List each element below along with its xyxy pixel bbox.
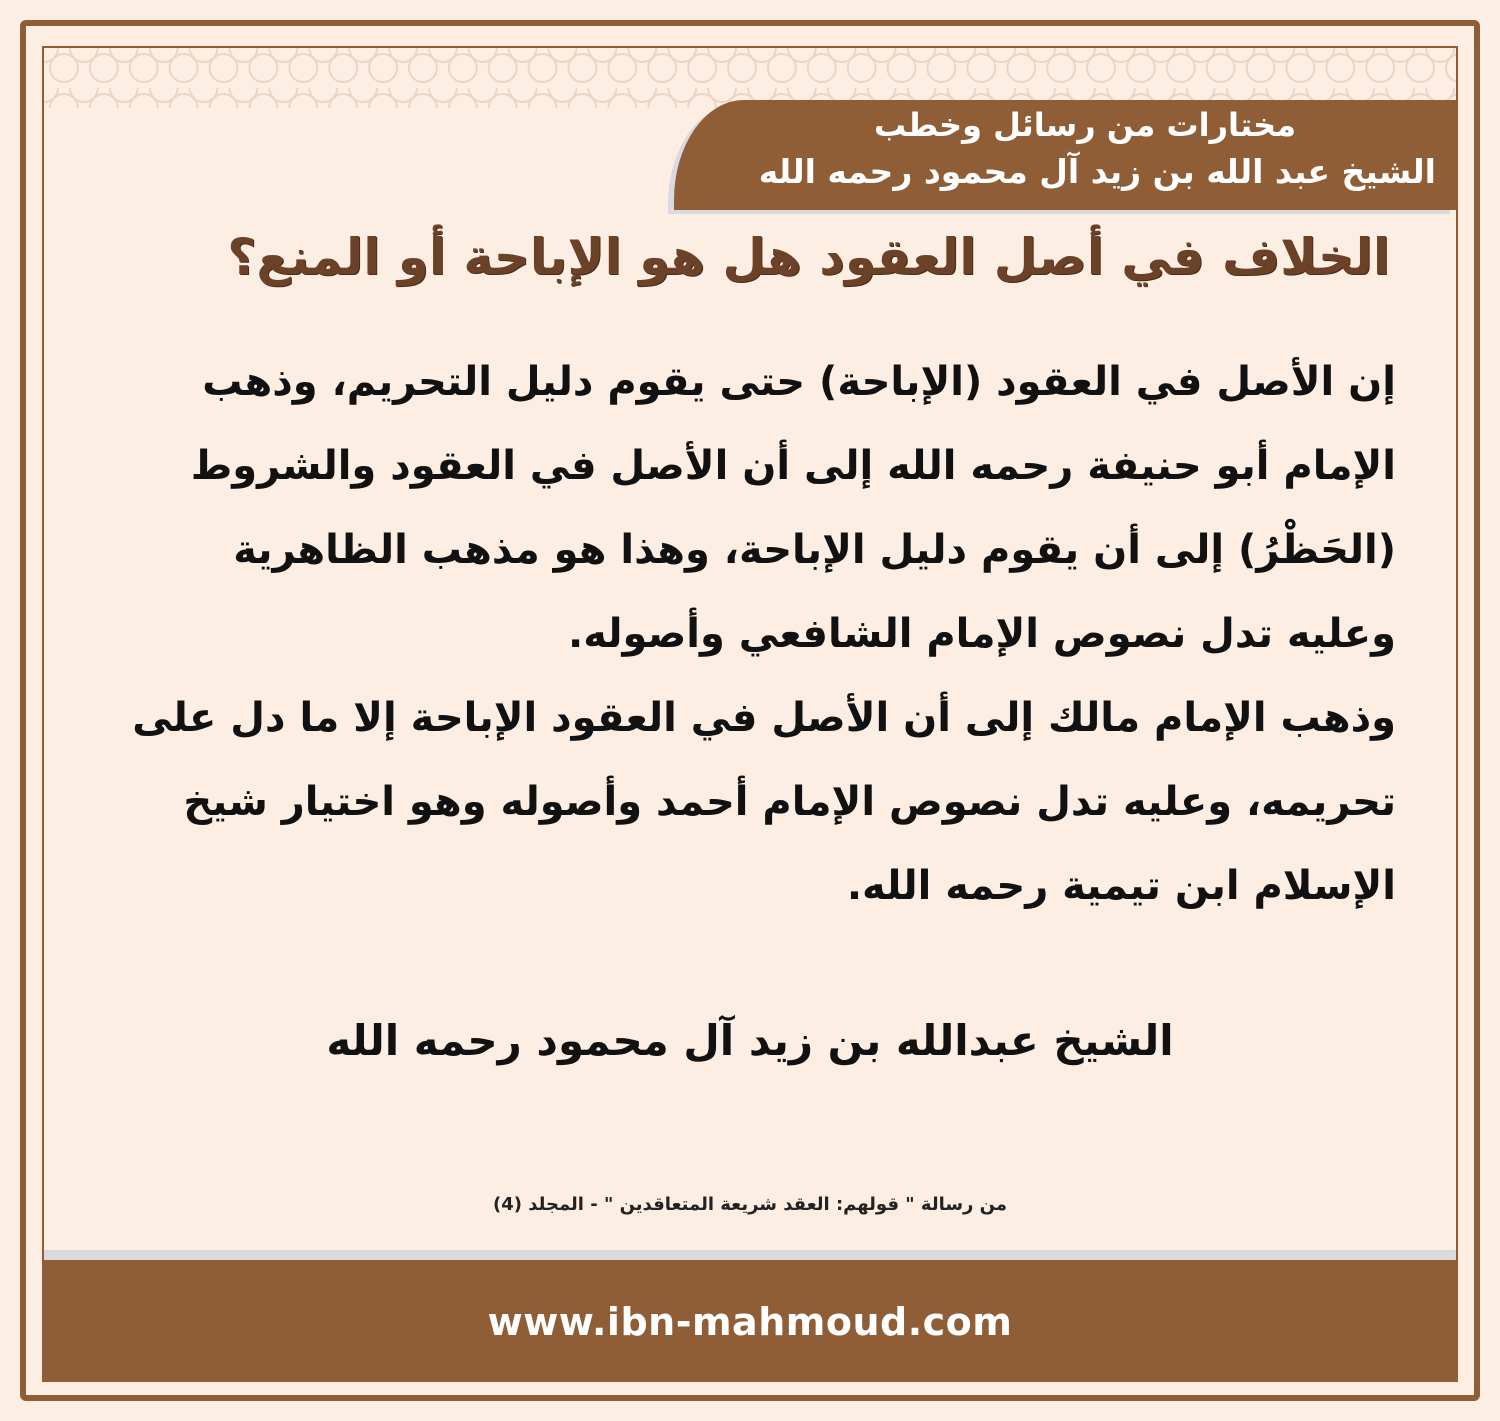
website-link[interactable]: www.ibn-mahmoud.com (487, 1300, 1013, 1344)
article-body (126, 340, 1396, 928)
footer-bar (44, 1260, 1456, 1382)
footer-divider (44, 1250, 1456, 1260)
paragraph-1: إن الأصل في العقود (الإباحة) حتى يقوم دليل التحريم، وذهب الإمام أبو حنيفة رحمه الله إلى أن الأصل في العقود والشروط (الحَظْرُ) إلى أن يقوم دليل الإباحة، وهذا هو مذهب الظاهرية وعليه تدل نصوص الإمام الشافعي وأصوله. (190, 359, 1396, 657)
card (42, 46, 1458, 1382)
header-series-title: مختارات من رسائل وخطب (873, 106, 1296, 144)
source-citation: من رسالة " قولهم: العقد شريعة المتعاقدين " - المجلد (4) (492, 1194, 1008, 1215)
header-banner (674, 100, 1456, 210)
paragraph-2: وذهب الإمام مالك إلى أن الأصل في العقود الإباحة إلا ما دل على تحريمه، وعليه تدل نصوص الإمام أحمد وأصوله وهو اختيار شيخ الإسلام ابن تيمية رحمه الله. (132, 695, 1396, 909)
decorative-pattern (44, 48, 1456, 108)
header-author-name: الشيخ عبد الله بن زيد آل محمود رحمه الله (758, 152, 1436, 191)
page-title: الخلاف في أصل العقود هل هو الإباحة أو المنع؟ (227, 228, 1390, 286)
author-signature: الشيخ عبدالله بن زيد آل محمود رحمه الله (326, 1016, 1174, 1065)
